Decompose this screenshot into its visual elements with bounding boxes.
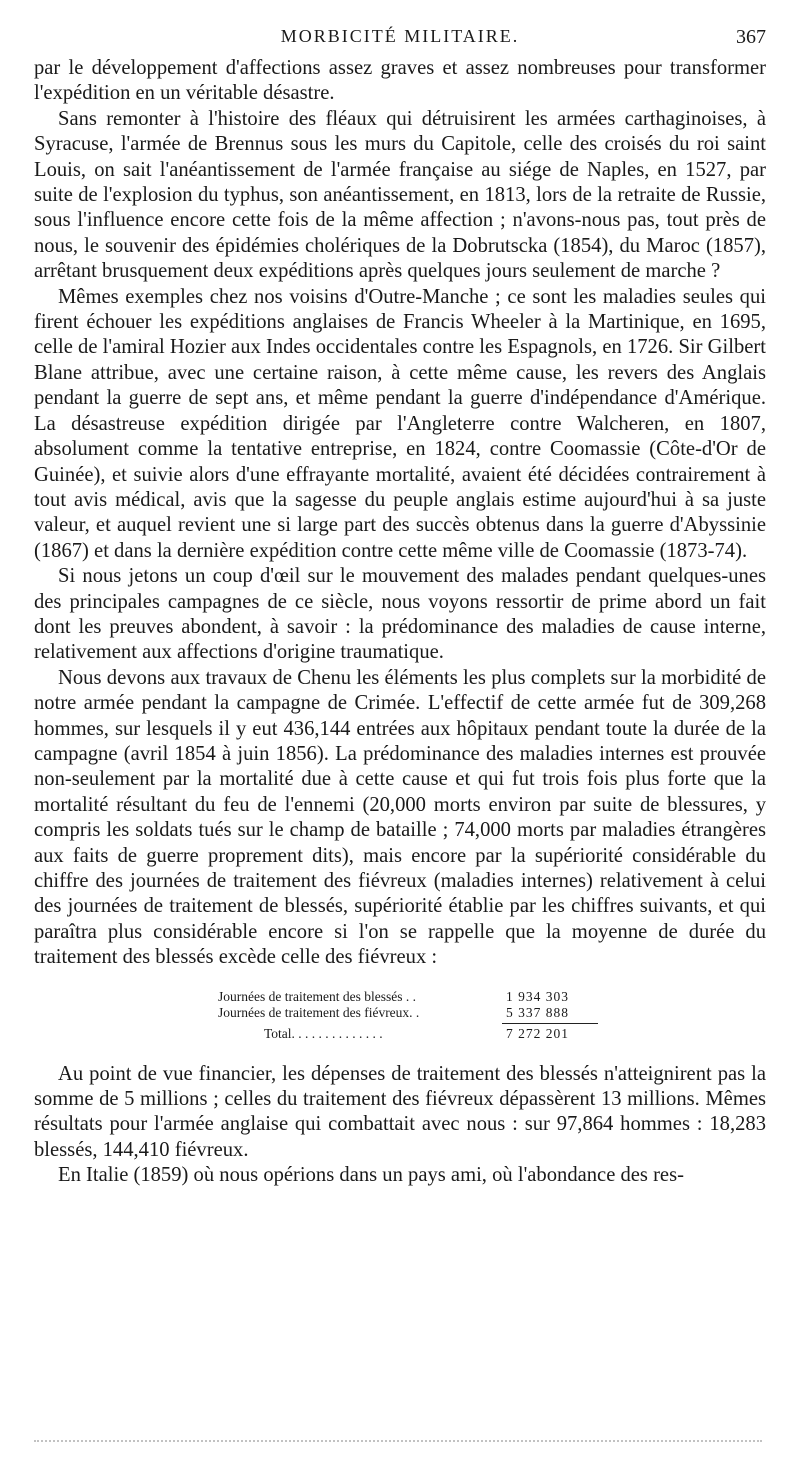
- table-total-label: Total. . . . . . . . . . . . . .: [264, 1025, 383, 1041]
- paragraph-6: Au point de vue financier, les dépenses de traitement des blessés n'atteignirent pas la somme de 5 millions ; celles du traitement des fiévreux dépassèrent 13 millions. Mêmes résultats pour l'armée anglaise qui combattait avec nous : sur 97,864 hommes : 18,283 blessés, 144,410 fiévreux.: [34, 1062, 766, 1161]
- closing-text: [34, 1062, 766, 1189]
- running-head: [34, 26, 766, 56]
- table-row: [218, 989, 598, 1005]
- paragraph-3: Mêmes exemples chez nos voisins d'Outre-Manche ; ce sont les maladies seules qui firent échouer les expéditions anglaises de Francis Wheeler à la Martinique, en 1695, celle de l'amiral Hozier aux Indes occidentales contre les Espagnols, en 1726. Sir Gilbert Blane attribue, avec une certaine raison, à cette même cause, les revers des Anglais pendant la guerre de sept ans, et même pendant la guerre d'indépendance d'Amérique. La désastreuse expédition dirigée par l'Angleterre contre Walcheren, en 1807, absolument comme la tentative entreprise, en 1824, contre Coomassie (Côte-d'Or de Guinée), et suivie alors d'une effrayante mortalité, avaient été décidées contrairement à tout avis médical, avis que la sagesse du peuple anglais estime aujourd'hui à sa juste valeur, et auquel revient une si large part des succès obtenus dans la guerre d'Abyssinie (1867) et dans la dernière expédition contre cette même ville de Coomassie (1873-74).: [34, 285, 766, 562]
- paragraph-4: Si nous jetons un coup d'œil sur le mouvement des malades pendant quelques-unes des principales campagnes de ce siècle, nous voyons ressortir de prime abord un fait dont les preuves abondent, à savoir : la prédominance des maladies de cause interne, relativement aux affections d'origine traumatique.: [34, 565, 766, 664]
- page: [34, 26, 766, 1189]
- page-number: 367: [736, 26, 766, 48]
- table-row-value: 5 337 888: [506, 1004, 569, 1020]
- bottom-rule: [34, 1440, 762, 1442]
- table-row-label: Journées de traitement des fiévreux. .: [218, 1004, 420, 1020]
- table-row-value: 1 934 303: [506, 988, 569, 1004]
- table-total-value: 7 272 201: [506, 1025, 569, 1041]
- statistics-table: [218, 989, 598, 1042]
- total-rule: [502, 1023, 598, 1024]
- table-row-label: Journées de traitement des blessés . .: [218, 988, 416, 1004]
- paragraph-2: Sans remonter à l'histoire des fléaux qui détruisirent les armées carthaginoises, à Syracuse, l'armée de Brennus sous les murs du Capitole, celle des croisés du roi saint Louis, on sait l'anéantissement de l'armée française au siége de Naples, en 1527, par suite de l'explosion du typhus, son anéantissement, en 1813, lors de la retraite de Russie, sous l'influence encore cette fois de la même affection ; n'avons-nous pas, tout près de nous, le souvenir des épidémies cholériques de la Dobrutscka (1854), du Maroc (1857), arrêtant brusquement deux expéditions après quelques jours seulement de marche ?: [34, 107, 766, 283]
- paragraph-5: Nous devons aux travaux de Chenu les éléments les plus complets sur la morbidité de notre armée pendant la campagne de Crimée. L'effectif de cette armée fut de 309,268 hommes, sur lesquels il y eut 436,144 entrées aux hôpitaux pendant toute la durée de la campagne (avril 1854 à juin 1856). La prédominance des maladies internes est prouvée non-seulement par la mortalité due à cette cause et qui fut trois fois plus forte que la mortalité résultant du feu de l'ennemi (20,000 morts environ par suite de blessures, y compris les soldats tués sur le champ de bataille ; 74,000 morts par maladies étrangères aux faits de guerre proprement dits), mais encore par la supériorité considérable du chiffre des journées de traitement des fiévreux (maladies internes) relativement à celui des journées de traitement de blessés, supériorité établie par les chiffres suivants, et qui paraîtra plus considérable encore si l'on se rappelle que la moyenne de durée du traitement des blessés excède celle des fiévreux :: [34, 666, 766, 969]
- paragraph-1: par le développement d'affections assez graves et assez nombreuses pour transformer l'expédition en un véritable désastre.: [34, 57, 766, 105]
- table-row: [218, 1005, 598, 1021]
- body-text: [34, 56, 766, 971]
- running-title: MORBICITÉ MILITAIRE.: [280, 26, 520, 46]
- paragraph-7: En Italie (1859) où nous opérions dans un pays ami, où l'abondance des res-: [58, 1164, 684, 1187]
- table-total-row: [218, 1026, 598, 1042]
